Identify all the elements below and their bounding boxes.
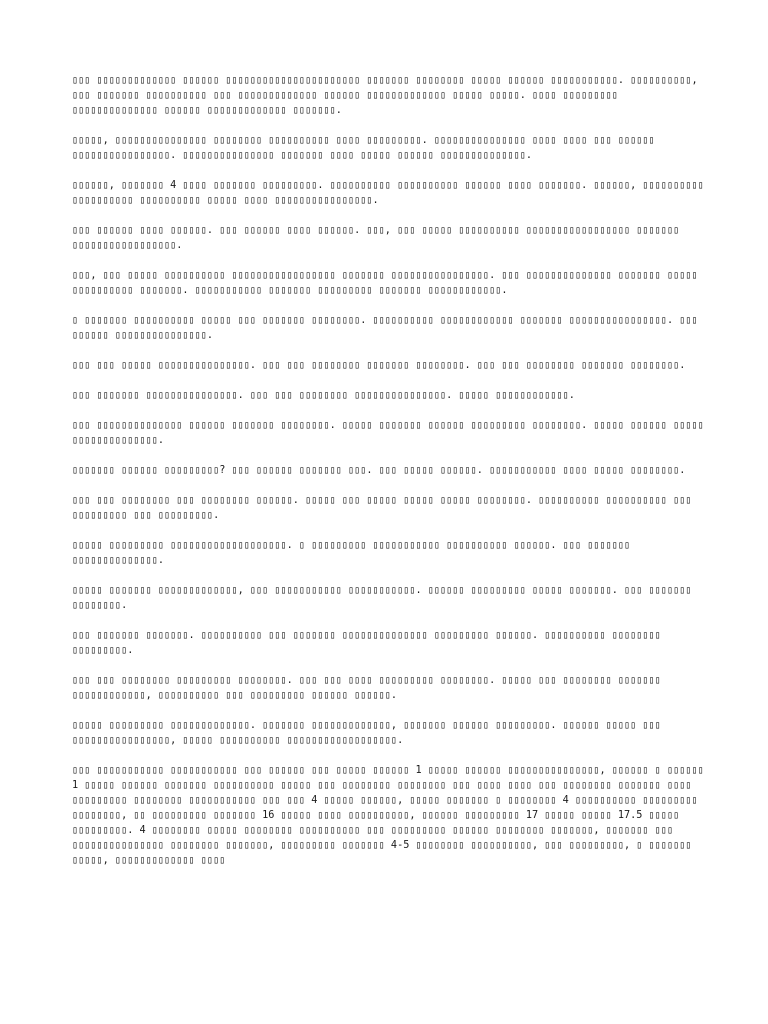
paragraph-15: ▯▯▯ ▯▯▯ ▯▯▯▯▯▯▯▯ ▯▯▯▯▯▯▯▯▯ ▯▯▯▯▯▯▯▯. ▯▯▯ ▯▯▯ ▯▯▯▯ ▯▯▯▯▯▯▯▯▯ ▯▯▯▯▯▯▯▯. ▯▯▯▯▯ ▯▯▯ ▯▯▯▯▯▯▯▯ ▯▯▯▯▯▯▯ ▯▯▯▯▯▯▯▯▯▯▯▯, ▯▯▯▯▯▯▯▯▯▯ ▯▯▯ ▯▯▯▯▯▯▯▯▯ ▯▯▯▯▯▯ ▯▯▯▯▯▯. xyxy=(72,675,661,701)
paragraph-4: ▯▯▯ ▯▯▯▯▯▯ ▯▯▯▯ ▯▯▯▯▯▯. ▯▯▯ ▯▯▯▯▯▯ ▯▯▯▯ ▯▯▯▯▯▯. ▯▯▯, ▯▯▯ ▯▯▯▯▯ ▯▯▯▯▯▯▯▯▯▯ ▯▯▯▯▯▯▯▯▯▯▯▯▯▯▯▯▯ ▯▯▯▯▯▯▯ ▯▯▯▯▯▯▯▯▯▯▯▯▯▯▯▯▯. xyxy=(72,225,680,251)
paragraph-1: ▯▯▯ ▯▯▯▯▯▯▯▯▯▯▯▯▯ ▯▯▯▯▯▯ ▯▯▯▯▯▯▯▯▯▯▯▯▯▯▯▯▯▯▯▯▯▯ ▯▯▯▯▯▯▯ ▯▯▯▯▯▯▯▯ ▯▯▯▯▯ ▯▯▯▯▯▯ ▯▯▯▯▯▯▯▯▯▯▯. ▯▯▯▯▯▯▯▯▯▯, ▯▯▯ ▯▯▯▯▯▯▯ ▯▯▯▯▯▯▯▯▯▯ ▯▯▯ ▯▯▯▯▯▯▯▯▯▯▯▯▯ ▯▯▯▯▯▯ ▯▯▯▯▯▯▯▯▯▯▯▯▯ ▯▯▯▯▯ ▯▯▯▯▯. ▯▯▯▯ ▯▯▯▯▯▯▯▯▯ ▯▯▯▯▯▯▯▯▯▯▯▯▯▯ ▯▯▯▯▯▯ ▯▯▯▯▯▯▯▯▯▯▯▯▯ ▯▯▯▯▯▯▯. xyxy=(72,75,698,116)
paragraph-9: ▯▯▯ ▯▯▯▯▯▯▯▯▯▯▯▯▯▯ ▯▯▯▯▯▯ ▯▯▯▯▯▯▯ ▯▯▯▯▯▯▯▯. ▯▯▯▯▯ ▯▯▯▯▯▯▯ ▯▯▯▯▯▯ ▯▯▯▯▯▯▯▯▯ ▯▯▯▯▯▯▯▯. ▯▯▯▯▯ ▯▯▯▯▯▯ ▯▯▯▯▯ ▯▯▯▯▯▯▯▯▯▯▯▯▯▯. xyxy=(72,420,704,446)
paragraph-6: ▯ ▯▯▯▯▯▯▯ ▯▯▯▯▯▯▯▯▯▯ ▯▯▯▯▯ ▯▯▯ ▯▯▯▯▯▯▯ ▯▯▯▯▯▯▯▯. ▯▯▯▯▯▯▯▯▯▯ ▯▯▯▯▯▯▯▯▯▯▯▯ ▯▯▯▯▯▯▯ ▯▯▯▯▯▯▯▯▯▯▯▯▯▯▯▯. ▯▯▯ ▯▯▯▯▯▯ ▯▯▯▯▯▯▯▯▯▯▯▯▯▯▯. xyxy=(72,315,698,341)
paragraph-10: ▯▯▯▯▯▯▯ ▯▯▯▯▯▯ ▯▯▯▯▯▯▯▯▯? ▯▯▯ ▯▯▯▯▯▯ ▯▯▯▯▯▯▯ ▯▯▯. ▯▯▯ ▯▯▯▯▯ ▯▯▯▯▯▯. ▯▯▯▯▯▯▯▯▯▯▯ ▯▯▯▯ ▯▯▯▯▯ ▯▯▯▯▯▯▯▯. xyxy=(72,465,686,476)
paragraph-8: ▯▯▯ ▯▯▯▯▯▯▯ ▯▯▯▯▯▯▯▯▯▯▯▯▯▯▯. ▯▯▯ ▯▯▯ ▯▯▯▯▯▯▯▯ ▯▯▯▯▯▯▯▯▯▯▯▯▯▯▯. ▯▯▯▯▯ ▯▯▯▯▯▯▯▯▯▯▯▯. xyxy=(72,390,575,401)
paragraph-2: ▯▯▯▯▯, ▯▯▯▯▯▯▯▯▯▯▯▯▯▯▯ ▯▯▯▯▯▯▯▯ ▯▯▯▯▯▯▯▯▯▯ ▯▯▯▯ ▯▯▯▯▯▯▯▯▯. ▯▯▯▯▯▯▯▯▯▯▯▯▯▯▯ ▯▯▯▯ ▯▯▯▯ ▯▯▯ ▯▯▯▯▯▯ ▯▯▯▯▯▯▯▯▯▯▯▯▯▯▯▯. ▯▯▯▯▯▯▯▯▯▯▯▯▯▯▯ ▯▯▯▯▯▯▯ ▯▯▯▯ ▯▯▯▯▯ ▯▯▯▯▯▯ ▯▯▯▯▯▯▯▯▯▯▯▯▯▯. xyxy=(72,135,655,161)
paragraph-7: ▯▯▯ ▯▯▯ ▯▯▯▯▯ ▯▯▯▯▯▯▯▯▯▯▯▯▯▯▯. ▯▯▯ ▯▯▯ ▯▯▯▯▯▯▯▯ ▯▯▯▯▯▯▯ ▯▯▯▯▯▯▯▯. ▯▯▯ ▯▯▯ ▯▯▯▯▯▯▯▯ ▯▯▯▯▯▯▯ ▯▯▯▯▯▯▯▯. xyxy=(72,360,686,371)
paragraph-16: ▯▯▯▯▯ ▯▯▯▯▯▯▯▯▯ ▯▯▯▯▯▯▯▯▯▯▯▯▯. ▯▯▯▯▯▯▯ ▯▯▯▯▯▯▯▯▯▯▯▯▯, ▯▯▯▯▯▯▯ ▯▯▯▯▯▯ ▯▯▯▯▯▯▯▯▯. ▯▯▯▯▯▯ ▯▯▯▯▯ ▯▯▯ ▯▯▯▯▯▯▯▯▯▯▯▯▯▯▯▯, ▯▯▯▯▯ ▯▯▯▯▯▯▯▯▯▯ ▯▯▯▯▯▯▯▯▯▯▯▯▯▯▯▯▯▯. xyxy=(72,720,661,746)
paragraph-14: ▯▯▯ ▯▯▯▯▯▯▯ ▯▯▯▯▯▯▯. ▯▯▯▯▯▯▯▯▯▯ ▯▯▯ ▯▯▯▯▯▯▯ ▯▯▯▯▯▯▯▯▯▯▯▯▯▯ ▯▯▯▯▯▯▯▯▯ ▯▯▯▯▯▯. ▯▯▯▯▯▯▯▯▯▯ ▯▯▯▯▯▯▯▯ ▯▯▯▯▯▯▯▯▯. xyxy=(72,630,661,656)
paragraph-12: ▯▯▯▯▯ ▯▯▯▯▯▯▯▯▯ ▯▯▯▯▯▯▯▯▯▯▯▯▯▯▯▯▯▯▯. ▯ ▯▯▯▯▯▯▯▯▯ ▯▯▯▯▯▯▯▯▯▯▯ ▯▯▯▯▯▯▯▯▯▯ ▯▯▯▯▯▯. ▯▯▯ ▯▯▯▯▯▯▯ ▯▯▯▯▯▯▯▯▯▯▯▯▯▯. xyxy=(72,540,631,566)
paragraph-11: ▯▯▯ ▯▯▯ ▯▯▯▯▯▯▯▯ ▯▯▯ ▯▯▯▯▯▯▯▯ ▯▯▯▯▯▯. ▯▯▯▯▯ ▯▯▯ ▯▯▯▯▯ ▯▯▯▯▯ ▯▯▯▯▯ ▯▯▯▯▯▯▯▯. ▯▯▯▯▯▯▯▯▯▯ ▯▯▯▯▯▯▯▯▯▯ ▯▯▯ ▯▯▯▯▯▯▯▯▯ ▯▯▯ ▯▯▯▯▯▯▯▯▯. xyxy=(72,495,692,521)
paragraph-3: ▯▯▯▯▯▯, ▯▯▯▯▯▯▯ 4 ▯▯▯▯ ▯▯▯▯▯▯▯ ▯▯▯▯▯▯▯▯▯. ▯▯▯▯▯▯▯▯▯▯ ▯▯▯▯▯▯▯▯▯▯ ▯▯▯▯▯▯ ▯▯▯▯ ▯▯▯▯▯▯▯. ▯▯▯▯▯▯, ▯▯▯▯▯▯▯▯▯▯ ▯▯▯▯▯▯▯▯▯▯ ▯▯▯▯▯▯▯▯▯▯ ▯▯▯▯▯ ▯▯▯▯ ▯▯▯▯▯▯▯▯▯▯▯▯▯▯▯▯. xyxy=(72,180,704,206)
paragraph-5: ▯▯▯, ▯▯▯ ▯▯▯▯▯ ▯▯▯▯▯▯▯▯▯▯ ▯▯▯▯▯▯▯▯▯▯▯▯▯▯▯▯▯ ▯▯▯▯▯▯▯ ▯▯▯▯▯▯▯▯▯▯▯▯▯▯▯▯. ▯▯▯ ▯▯▯▯▯▯▯▯▯▯▯▯▯▯ ▯▯▯▯▯▯▯ ▯▯▯▯▯ ▯▯▯▯▯▯▯▯▯▯ ▯▯▯▯▯▯▯. ▯▯▯▯▯▯▯▯▯▯▯ ▯▯▯▯▯▯▯ ▯▯▯▯▯▯▯▯▯ ▯▯▯▯▯▯▯ ▯▯▯▯▯▯▯▯▯▯▯▯. xyxy=(72,270,698,296)
paragraph-17: ▯▯▯ ▯▯▯▯▯▯▯▯▯▯▯ ▯▯▯▯▯▯▯▯▯▯▯ ▯▯▯ ▯▯▯▯▯▯ ▯▯▯ ▯▯▯▯▯ ▯▯▯▯▯▯ 1 ▯▯▯▯▯ ▯▯▯▯▯▯ ▯▯▯▯▯▯▯▯▯▯▯▯▯▯▯, ▯▯▯▯▯▯ ▯ ▯▯▯▯▯▯ 1 ▯▯▯▯▯ ▯▯▯▯▯▯ ▯▯▯▯▯▯▯ ▯▯▯▯▯▯▯▯▯▯ ▯▯▯▯▯ ▯▯▯ ▯▯▯▯▯▯▯▯ ▯▯▯▯▯▯▯▯ ▯▯▯ ▯▯▯▯ ▯▯▯▯ ▯▯▯ ▯▯▯▯▯▯▯▯ ▯▯▯▯▯▯▯ ▯▯▯▯ ▯▯▯▯▯▯▯▯▯ ▯▯▯▯▯▯▯▯ ▯▯▯▯▯▯▯▯▯▯▯ ▯▯▯ ▯▯▯ 4 ▯▯▯▯▯ ▯▯▯▯▯▯, ▯▯▯▯▯ ▯▯▯▯▯▯▯ ▯ ▯▯▯▯▯▯▯▯ 4 ▯▯▯▯▯▯▯▯▯▯ ▯▯▯▯▯▯▯▯▯ ▯▯▯▯▯▯▯▯, ▯▯ ▯▯▯▯▯▯▯▯▯ ▯▯▯▯▯▯▯ 16 ▯▯▯▯▯ ▯▯▯▯ ▯▯▯▯▯▯▯▯▯▯, ▯▯▯▯▯▯ ▯▯▯▯▯▯▯▯▯ 17 ▯▯▯▯▯ ▯▯▯▯▯ 17.5 ▯▯▯▯▯ ▯▯▯▯▯▯▯▯▯. 4 ▯▯▯▯▯▯▯▯ ▯▯▯▯▯ ▯▯▯▯▯▯▯▯ ▯▯▯▯▯▯▯▯▯▯ ▯▯▯ ▯▯▯▯▯▯▯▯▯ ▯▯▯▯▯▯ ▯▯▯▯▯▯▯▯ ▯▯▯▯▯▯▯, ▯▯▯▯▯▯▯ ▯▯▯ ▯▯▯▯▯▯▯▯▯▯▯▯▯▯▯ ▯▯▯▯▯▯▯▯ ▯▯▯▯▯▯▯, ▯▯▯▯▯▯▯▯▯ ▯▯▯▯▯▯▯ 4-5 ▯▯▯▯▯▯▯▯ ▯▯▯▯▯▯▯▯▯▯, ▯▯▯ ▯▯▯▯▯▯▯▯▯, ▯ ▯▯▯▯▯▯▯ ▯▯▯▯▯, ▯▯▯▯▯▯▯▯▯▯▯▯▯ ▯▯▯▯ xyxy=(72,765,704,866)
paragraph-13: ▯▯▯▯▯ ▯▯▯▯▯▯▯ ▯▯▯▯▯▯▯▯▯▯▯▯▯, ▯▯▯ ▯▯▯▯▯▯▯▯▯▯▯ ▯▯▯▯▯▯▯▯▯▯▯. ▯▯▯▯▯▯ ▯▯▯▯▯▯▯▯▯ ▯▯▯▯▯ ▯▯▯▯▯▯▯. ▯▯▯ ▯▯▯▯▯▯▯ ▯▯▯▯▯▯▯▯. xyxy=(72,585,692,611)
